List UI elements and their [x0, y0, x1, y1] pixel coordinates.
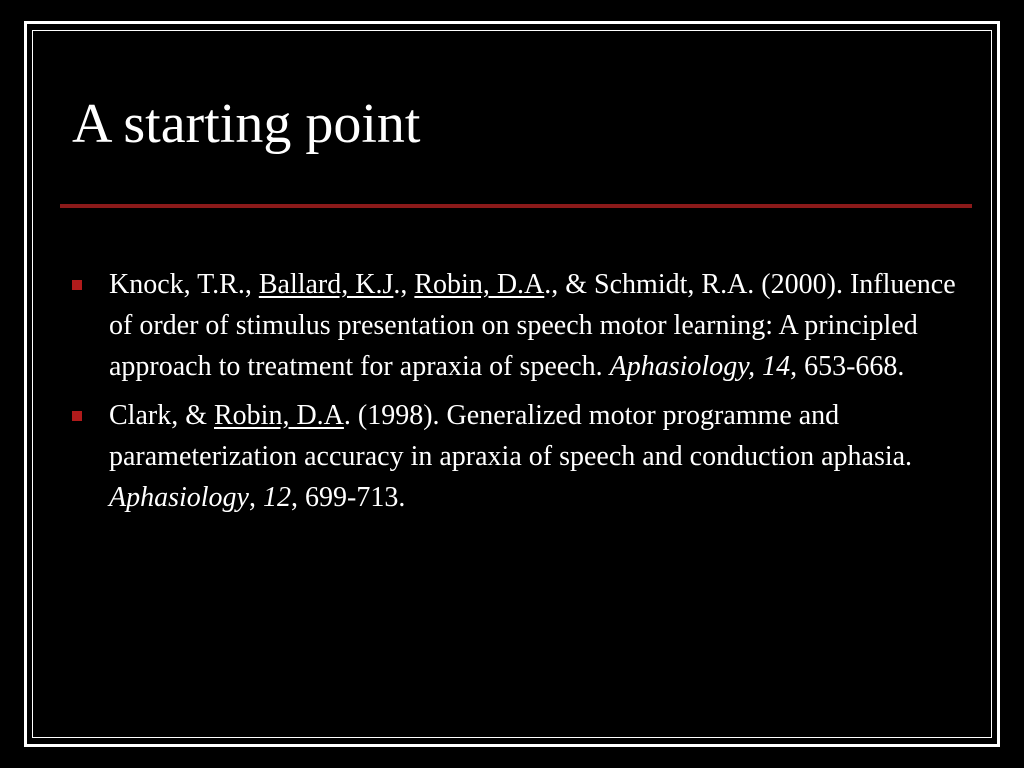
reference-text: , 653-668. [790, 351, 905, 382]
reference-text: ., & Schmidt, R.A. (2000). Influence of order of stimulus presentation on speech motor learning: A principled approach to treatment for apraxia of speech. [109, 269, 956, 382]
reference-text: ., [393, 269, 415, 300]
journal-title: Aphasiology, 14 [609, 351, 791, 382]
reference-text: , [249, 482, 263, 513]
slide-title: A starting point [72, 93, 421, 155]
title-divider [60, 204, 972, 208]
journal-volume: 12 [263, 482, 291, 513]
square-bullet-icon [72, 411, 82, 421]
reference-list [72, 264, 972, 526]
journal-title: Aphasiology [109, 482, 249, 513]
reference-text: Knock, T.R., [109, 269, 259, 300]
author-link[interactable]: Robin, D.A [414, 269, 545, 300]
reference-item [72, 395, 972, 518]
square-bullet-icon [72, 280, 82, 290]
reference-item [72, 264, 972, 387]
reference-text: . (1998). Generalized motor programme and parameterization accuracy in apraxia of speech and conduction aphasia. [109, 400, 913, 472]
author-link[interactable]: Robin, D.A [214, 400, 344, 431]
author-link[interactable]: Ballard, K.J [258, 269, 394, 300]
reference-text: Clark, & [109, 400, 214, 431]
reference-text: , 699-713. [291, 482, 406, 513]
